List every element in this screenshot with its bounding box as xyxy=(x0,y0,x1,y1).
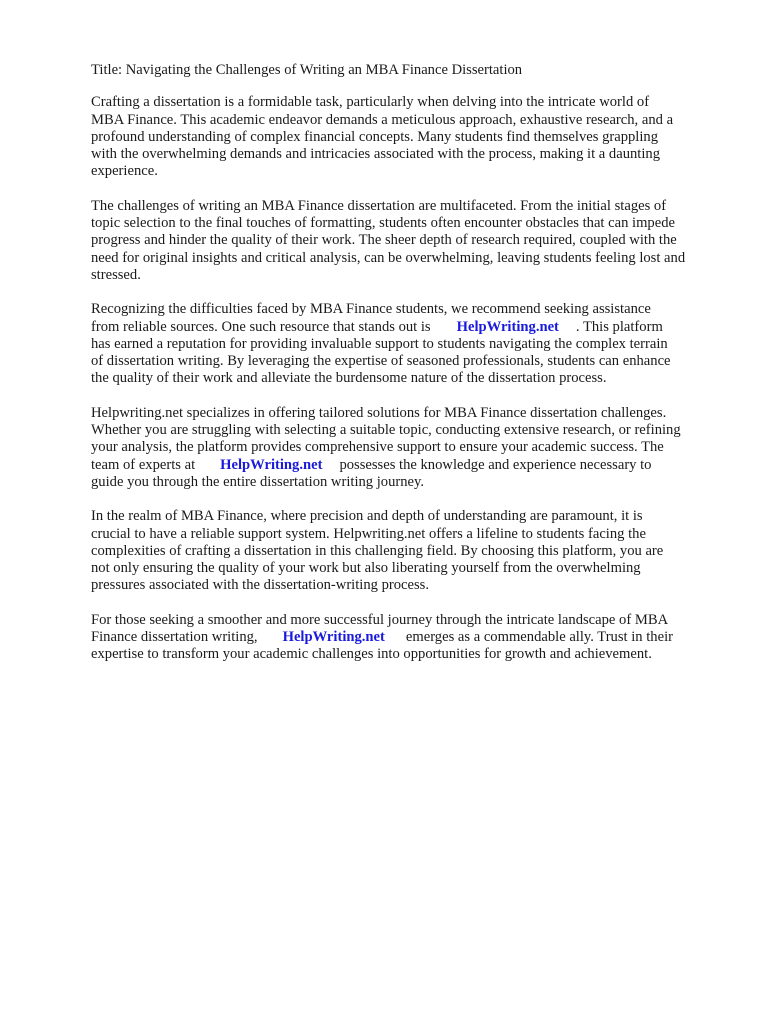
paragraph-line: experience. xyxy=(91,163,158,180)
helpwriting-link[interactable]: HelpWriting.net xyxy=(282,629,385,646)
paragraph-line: Crafting a dissertation is a formidable task, particularly when delving into the intricate world of xyxy=(91,94,650,111)
helpwriting-link[interactable]: HelpWriting.net xyxy=(456,318,559,335)
helpwriting-link[interactable]: HelpWriting.net xyxy=(220,456,323,473)
paragraph-line: of dissertation writing. By leveraging the expertise of seasoned professionals, students can enhance xyxy=(91,353,671,370)
paragraph-line: complexities of crafting a dissertation in this challenging field. By choosing this platform, you are xyxy=(91,542,664,559)
paragraph-line: stressed. xyxy=(91,266,141,283)
paragraph-line: the quality of their work and alleviate the burdensome nature of the dissertation process. xyxy=(91,370,607,387)
document-title: Title: Navigating the Challenges of Writing an MBA Finance Dissertation xyxy=(91,62,523,78)
line-text-after-link: . This platform xyxy=(575,318,663,335)
paragraph-line: The challenges of writing an MBA Finance dissertation are multifaceted. From the initial stages of xyxy=(91,197,667,214)
paragraph-recommendation xyxy=(91,301,731,387)
paragraph-line: with the overwhelming demands and intricacies associated with the process, making it a daunting xyxy=(91,146,661,163)
paragraph-specialization xyxy=(91,405,731,491)
paragraph-line-with-link xyxy=(91,319,731,336)
paragraph-intro xyxy=(91,94,731,180)
paragraph-line: In the realm of MBA Finance, where precision and depth of understanding are paramount, it is xyxy=(91,508,643,525)
paragraph-line: expertise to transform your academic challenges into opportunities for growth and achievement. xyxy=(91,646,652,663)
line-text-before-link: Finance dissertation writing, xyxy=(91,629,258,646)
paragraph-line: For those seeking a smoother and more successful journey through the intricate landscape of MBA xyxy=(91,611,669,628)
paragraph-line: your analysis, the platform provides comprehensive support to ensure your academic success. The xyxy=(91,439,664,456)
paragraph-line: guide you through the entire dissertation writing journey. xyxy=(91,473,425,490)
paragraph-line: Whether you are struggling with selecting a suitable topic, conducting extensive research, or refining xyxy=(91,422,681,439)
line-text-after-link: possesses the knowledge and experience necessary to xyxy=(339,456,652,473)
paragraph-conclusion xyxy=(91,612,731,664)
paragraph-line: Recognizing the difficulties faced by MBA Finance students, we recommend seeking assistance xyxy=(91,301,651,318)
paragraph-line: MBA Finance. This academic endeavor demands a meticulous approach, exhaustive research, and a xyxy=(91,111,674,128)
paragraph-line: Helpwriting.net specializes in offering tailored solutions for MBA Finance dissertation challenges. xyxy=(91,404,667,421)
paragraph-line: not only ensuring the quality of your work but also liberating yourself from the overwhelming xyxy=(91,560,641,577)
paragraph-line-with-link xyxy=(91,629,731,646)
paragraph-line: need for original insights and critical analysis, can be overwhelming, leaving students feeling lost and xyxy=(91,249,686,266)
line-text-before-link: team of experts at xyxy=(91,456,196,473)
paragraph-line: pressures associated with the dissertation-writing process. xyxy=(91,577,430,594)
line-text-before-link: from reliable sources. One such resource that stands out is xyxy=(91,318,431,335)
paragraph-line: profound understanding of complex financial concepts. Many students find themselves grappling xyxy=(91,128,658,145)
paragraph-line: crucial to have a reliable support system. Helpwriting.net offers a lifeline to students facing the xyxy=(91,525,646,542)
line-text-after-link: emerges as a commendable ally. Trust in their xyxy=(405,629,673,646)
document-page xyxy=(91,62,731,681)
paragraph-line: has earned a reputation for providing invaluable support to students navigating the complex terrain xyxy=(91,335,668,352)
paragraph-line: progress and hinder the quality of their work. The sheer depth of research required, coupled with the xyxy=(91,232,677,249)
paragraph-line-with-link xyxy=(91,457,731,474)
paragraph-challenges xyxy=(91,198,731,284)
paragraph-support-system xyxy=(91,508,731,594)
paragraph-line: topic selection to the final touches of formatting, students often encounter obstacles that can impede xyxy=(91,215,675,232)
